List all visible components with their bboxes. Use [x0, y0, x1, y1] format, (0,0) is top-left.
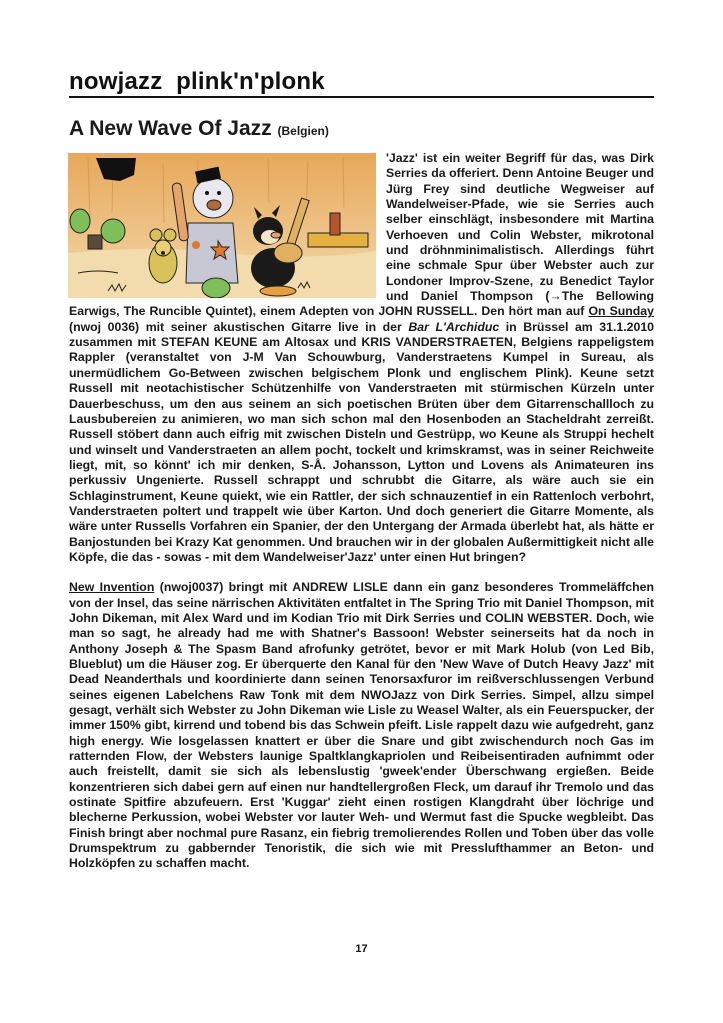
- barrel: [88, 235, 102, 249]
- album-title-on-sunday: On Sunday: [588, 304, 654, 319]
- album-title-new-invention: New Invention: [69, 580, 155, 595]
- headline-country: (Belgien): [277, 124, 329, 138]
- shrub-front: [202, 278, 230, 298]
- paragraph-2: New Invention (nwoj0037) bringt mit ANDREW LISLE dann ein ganz besonderes Trommeläffchen von der Insel, das seine närrischen Aktivitäten entfaltet in The Spring Trio mit Daniel Thompson, mit John Dikeman, mit Alex Ward und im Kodian Trio mit Dirk Serries und COLIN WEBSTER. Doch, wie man so sagt, he already had me with Shatner's Bassoon! Webster seinerseits hat da noch in Anthony Joseph & The Spasm Band afrofunky getrötet, bevor er mit Mark Holub (von Led Bib, Blueblut) um die Häuser zog. Er überquerte den Kanal für den 'New Wave of Dutch Heavy Jazz' mit Dead Neanderthals und koordinierte dann seinen Tenorsaxfuror im reißverschlussengen Verbund seines eigenen Labelchens Raw Tonk mit dem NWOJazz von Dirk Serries. Simpel, allzu simpel gesagt, verhält sich Webster zu John Dikeman wie Lisle zu Weasel Walter, als ein Feuerspucker, der immer 150% gibt, kirrend und tobend bis das Schwein pfeift. Lisle rappelt dazu wie aufgedreht, ganz high energy. Wie losgelassen knattert er über die Snare und gibt zwischendurch noch Gas im ratternden Flow, der Websters launige Spaltklangkapriolen und Reibeisentiraden aufnimmt oder auch freistellt, damit sie sich als lebenslustig 'gweek'ender Überschwang ergießen. Beide konzentrieren sich dabei gern auf einen nur handtellergroßen Fleck, um darauf ihr Tremolo und das ostinate Spitfire abzufeuern. Erst 'Kuggar' zieht einen rostigen Klangdraht über löchrige und blecherne Perkussion, wobei Webster vor lauter Weh- und Wermut fast die Spucke wegbleibt. Das Finish bringt aber nochmal pure Rasanz, ein fiebrig tremolierendes Rollen und Toben über das volle Drumspektrum zu gabbernder Tenoristik, die sich wie mit Presslufthammer an Beton- und Holzköpfen zu schaffen macht.: [69, 580, 654, 871]
- cartoon-illustration: [68, 153, 376, 298]
- venue-name: Bar L'Archiduc: [408, 319, 500, 334]
- paragraph-1: 'Jazz' ist ein weiter Begriff für das, was Dirk Serries da offeriert. Denn Antoine Beuger und Jürg Frey sind deutliche Wegweiser auf Wandelweiser-Pfade, wie sie Serries auch selber einschlägt, insbesondere mit Martina Verhoeven und Colin Webster, mikrotonal und dröhnminimalistisch. Allerdings führt eine schmale Spur über Webster auch zur Londoner Improv-Szene, zu Benedict Taylor und Daniel Thompson (→The Bellowing Earwigs, The Runcible Quintet), einem Adepten von JOHN RUSSELL. Den hört man auf On Sunday (nwoj 0036) mit seiner akustischen Gitarre live in der Bar L'Archiduc in Brüssel am 31.1.2010 zusammen mit STEFAN KEUNE am Altosax und KRIS VANDERSTRAETEN, Belgiens rappeligstem Rappler (veranstaltet von J-M Van Schouwburg, Vanderstraetens Kumpel in Sureau, als unermüdlichem Go-Between zwischen belgischem Plonk und englischem Plink). Keune setzt Russell mit neotachistischer Schützenhilfe von Vanderstraeten mit stürmischen Kürzeln unter Dauerbeschuss, um den aus seinem an sich poetischen Brüten über dem Gitarrenschallloch zu Lausbubereien zu animieren, wo man sich schon mal den Hosenboden an Stacheldraht zerreißt. Russell stöbert dann auch eifrig mit zwischen Disteln und Gestrüpp, wo Keune als Struppi hechelt und winselt und Vanderstraeten an allem pocht, tockelt und krimskramst, was in seiner Reichweite liegt, mit, so könnt' ich mir denken, S-Å. Johansson, Lytton und Lovens als Animateuren ins perkussiv Ungenierte. Russell schrappt und schrubbt die Gitarre, als wäre auch sie ein Schlaginstrument, Keune quiekt, wie ein Rattler, der sich schnauzentief in ein Rattenloch verbohrt, Vanderstraeten poltert und trappelt wie über Karton. Und doch generiert die Gitarre Momente, als wäre unter Russells Vorfahren ein Spanier, der den Untergang der Armada überlebt hat, als hätte er Banjostunden bei Krazy Kat genommen. Und brauchen wir in der globalen Außermittigkeit nicht alle Köpfe, die das - sowas - mit dem Wandelweiser'Jazz' unter einen Hut bringen?: [69, 151, 654, 564]
- cartoon-illustration-svg: [68, 153, 376, 298]
- article-body: [69, 151, 654, 872]
- article-headline: [69, 117, 654, 143]
- magazine-page: [69, 68, 654, 955]
- page-number: 17: [355, 943, 368, 955]
- section-masthead: nowjazz plink'n'plonk: [69, 68, 654, 98]
- bush-left-2: [101, 219, 125, 243]
- headline-title: A New Wave Of Jazz: [69, 117, 272, 140]
- boat-chimney: [330, 213, 340, 235]
- bush-left: [70, 209, 90, 233]
